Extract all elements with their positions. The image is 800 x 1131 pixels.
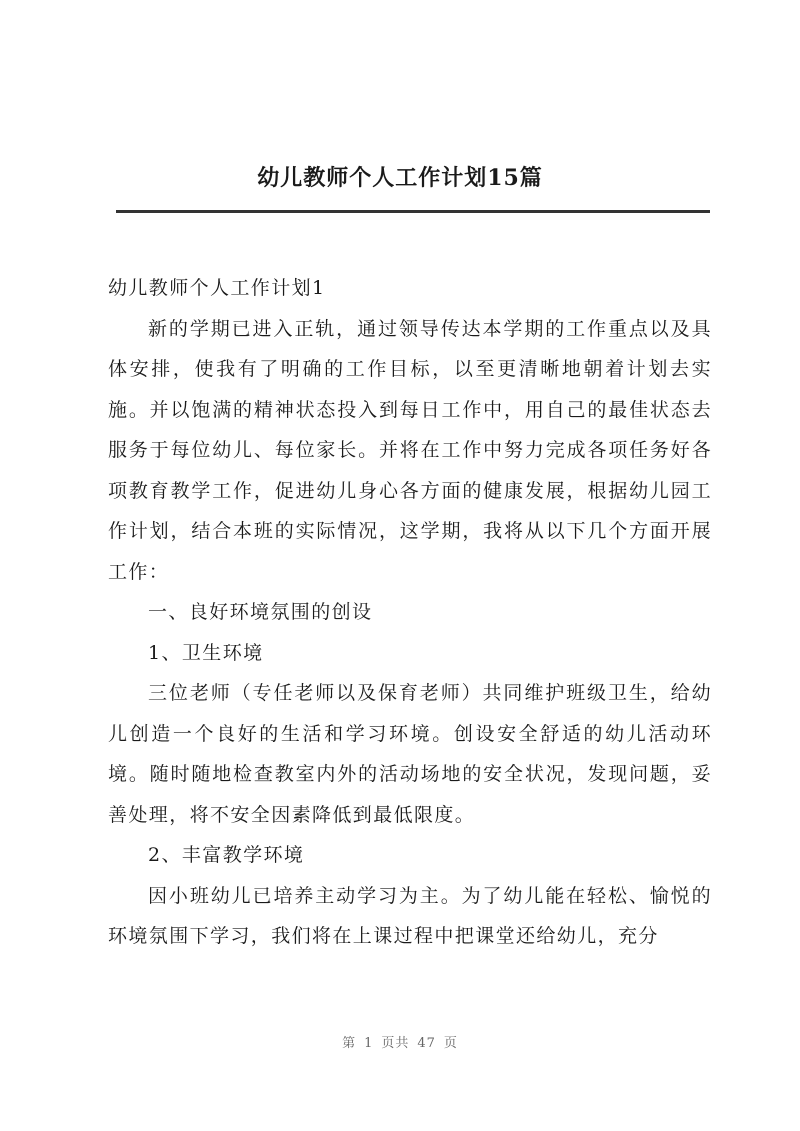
subheading-teaching-environment: 2、丰富教学环境	[148, 844, 305, 866]
page-footer	[0, 1032, 800, 1051]
title-divider	[116, 210, 710, 213]
footer-di: 第	[342, 1036, 357, 1051]
body-paragraph: 因小班幼儿已培养主动学习为主。为了幼儿能在轻松、愉悦的环境氛围下学习，我们将在上课过程中把课堂还给幼儿，充分	[108, 884, 712, 947]
body-paragraph: 新的学期已进入正轨，通过领导传达本学期的工作重点以及具体安排，使我有了明确的工作目标，以至更清晰地朝着计划去实施。并以饱满的精神状态投入到每日工作中，用自己的最佳状态去服务于每位幼儿、每位家长。并将在工作中努力完成各项任务好各项教育教学工作，促进幼儿身心各方面的健康发展，根据幼儿园工作计划，结合本班的实际情况，这学期，我将从以下几个方面开展工作：	[108, 317, 712, 583]
footer-ye: 页	[443, 1036, 458, 1051]
document-title: 幼儿教师个人工作计划15篇	[257, 165, 543, 191]
section-heading: 幼儿教师个人工作计划1	[108, 277, 326, 299]
current-page-number: 1	[364, 1036, 374, 1051]
heading-environment: 一、良好环境氛围的创设	[148, 601, 373, 623]
document-body	[108, 268, 712, 957]
footer-ye-gong: 页共	[381, 1036, 410, 1051]
subheading-hygiene: 1、卫生环境	[148, 641, 264, 664]
total-page-count: 47	[417, 1036, 436, 1051]
body-paragraph: 三位老师（专任老师以及保育老师）共同维护班级卫生，给幼儿创造一个良好的生活和学习环境。创设安全舒适的幼儿活动环境。随时随地检查教室内外的活动场地的安全状况，发现问题，妥善处理，将不安全因素降低到最低限度。	[108, 682, 712, 826]
